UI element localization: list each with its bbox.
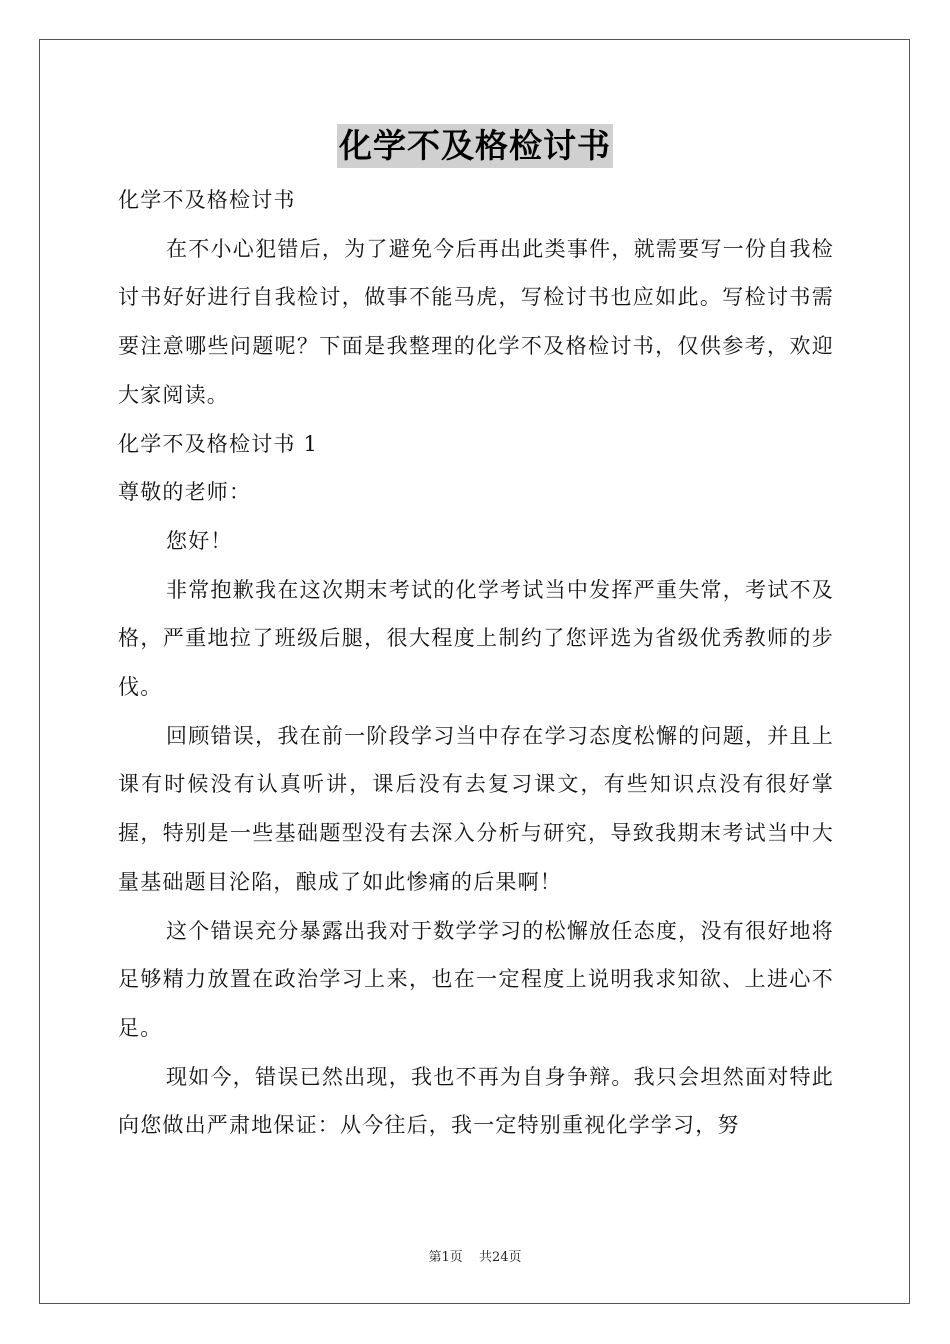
salutation: 尊敬的老师： (118, 480, 252, 505)
paragraph: 化学不及格检讨书 (118, 188, 296, 212)
paragraph: 现如今，错误已然出现，我也不再为自身争辩。我只会坦然面对特此向您做出严肃地保证：从今往后，我一定特别重视化学学习，努 (118, 1064, 834, 1138)
page-total: 共24页 (478, 1250, 522, 1265)
page-number: 第1页 (428, 1250, 463, 1265)
greeting: 您好！ (166, 528, 233, 553)
paragraph: 非常抱歉我在这次期末考试的化学考试当中发挥严重失常，考试不及格，严重地拉了班级后腿，很大程度上制约了您评选为省级优秀教师的步伐。 (118, 577, 834, 700)
section-heading: 化学不及格检讨书 1 (118, 431, 319, 456)
document-title: 化学不及格检讨书 (337, 124, 613, 168)
paragraph: 在不小心犯错后，为了避免今后再出此类事件，就需要写一份自我检讨书好好进行自我检讨，做事不能马虎，写检讨书也应如此。写检讨书需要注意哪些问题呢？下面是我整理的化学不及格检讨书，仅供参考，欢迎大家阅读。 (118, 236, 834, 407)
title-container (0, 124, 950, 168)
page-footer (0, 1246, 950, 1265)
paragraph: 这个错误充分暴露出我对于数学学习的松懈放任态度，没有很好地将足够精力放置在政治学习上来，也在一定程度上说明我求知欲、上进心不足。 (118, 918, 834, 1040)
document-body (118, 176, 834, 1150)
paragraph: 回顾错误，我在前一阶段学习当中存在学习态度松懈的问题，并且上课有时候没有认真听讲，课后没有去复习课文，有些知识点没有很好掌握，特别是一些基础题型没有去深入分析与研究，导致我期末考试当中大量基础题目沦陷，酿成了如此惨痛的后果啊！ (118, 723, 834, 894)
